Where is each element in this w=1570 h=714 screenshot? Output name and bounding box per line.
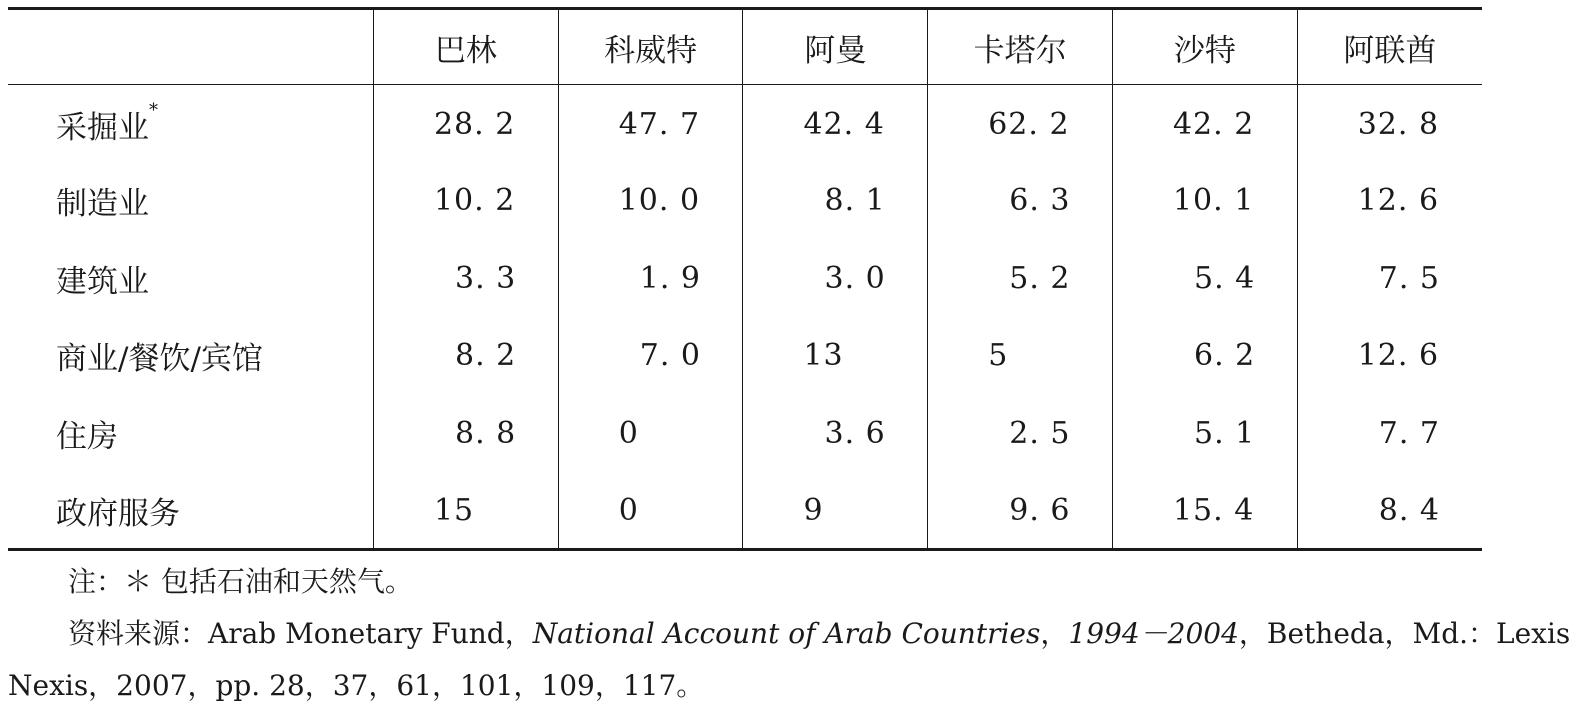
row-label: 政府服务	[8, 472, 373, 550]
header-uae: 阿联酋	[1297, 9, 1482, 85]
table-cell: 5. 1	[1112, 395, 1297, 473]
table-cell: 3. 3	[373, 240, 558, 318]
table-cell: 10. 2	[373, 162, 558, 240]
table-cell: 15. 4	[1112, 472, 1297, 550]
table-cell: 6. 2	[1112, 317, 1297, 395]
source-publisher: ，Betheda，Md.：Lexis	[1238, 617, 1570, 650]
table-cell: 12. 6	[1297, 162, 1482, 240]
table-cell: 42. 4	[743, 85, 928, 163]
source-citation-line2: Nexis，2007，pp. 28，37，61，101，109，117。	[8, 669, 705, 702]
table-cell: 47. 7	[558, 85, 743, 163]
table-cell: 8. 1	[743, 162, 928, 240]
source-title: National Account of Arab Countries	[532, 617, 1041, 650]
table-cell: 28. 2	[373, 85, 558, 163]
table-cell: 10. 1	[1112, 162, 1297, 240]
table-cell: 0	[558, 395, 743, 473]
table-row	[8, 162, 1482, 240]
header-oman: 阿曼	[743, 9, 928, 85]
header-qatar: 卡塔尔	[928, 9, 1113, 85]
table-cell: 7. 0	[558, 317, 743, 395]
table-cell: 6. 3	[928, 162, 1113, 240]
table-cell: 7. 7	[1297, 395, 1482, 473]
table-cell: 13	[743, 317, 928, 395]
table-row	[8, 472, 1482, 550]
table-cell: 12. 6	[1297, 317, 1482, 395]
header-saudi: 沙特	[1112, 9, 1297, 85]
row-label: 住房	[56, 418, 118, 455]
table-header-row	[8, 9, 1482, 85]
table-cell: 2. 5	[928, 395, 1113, 473]
row-label: 商业/餐饮/宾馆	[56, 341, 263, 378]
table-cell: 9	[743, 472, 928, 550]
header-bahrain: 巴林	[373, 9, 558, 85]
table-row	[8, 85, 1482, 163]
row-label	[8, 85, 373, 163]
footnote-note: 注：＊ 包括石油和天然气。	[68, 565, 413, 598]
table-cell: 5. 4	[1112, 240, 1297, 318]
table-row	[8, 317, 1482, 395]
table-row	[8, 240, 1482, 318]
table-cell: 0	[558, 472, 743, 550]
table-cell: 62. 2	[928, 85, 1113, 163]
table-cell: 42. 2	[1112, 85, 1297, 163]
header-empty-cell	[8, 9, 373, 85]
source-separator: ，	[1040, 617, 1069, 650]
table-cell: 5	[928, 317, 1113, 395]
table-cell: 1. 9	[558, 240, 743, 318]
sector-share-table	[8, 7, 1482, 551]
row-label-text: 采掘业	[56, 110, 149, 146]
table-cell: 8. 8	[373, 395, 558, 473]
table-cell: 7. 5	[1297, 240, 1482, 318]
table-cell: 9. 6	[928, 472, 1113, 550]
source-prefix: 资料来源：Arab Monetary Fund，	[68, 617, 533, 650]
table-cell: 10. 0	[558, 162, 743, 240]
source-citation-line1	[0, 608, 1570, 660]
table-cell: 8. 4	[1297, 472, 1482, 550]
table-cell: 3. 6	[743, 395, 928, 473]
row-label: 制造业	[56, 186, 149, 223]
row-label: 建筑业	[56, 263, 149, 300]
footnote-mark: *	[149, 100, 158, 121]
source-years: 1994－2004	[1068, 617, 1239, 650]
header-kuwait: 科威特	[558, 9, 743, 85]
table-cell: 3. 0	[743, 240, 928, 318]
table-notes	[0, 556, 1570, 712]
data-table-container	[8, 7, 1482, 551]
table-cell: 15	[373, 472, 558, 550]
table-row	[8, 395, 1482, 473]
table-cell: 32. 8	[1297, 85, 1482, 163]
table-cell: 8. 2	[373, 317, 558, 395]
table-cell: 5. 2	[928, 240, 1113, 318]
